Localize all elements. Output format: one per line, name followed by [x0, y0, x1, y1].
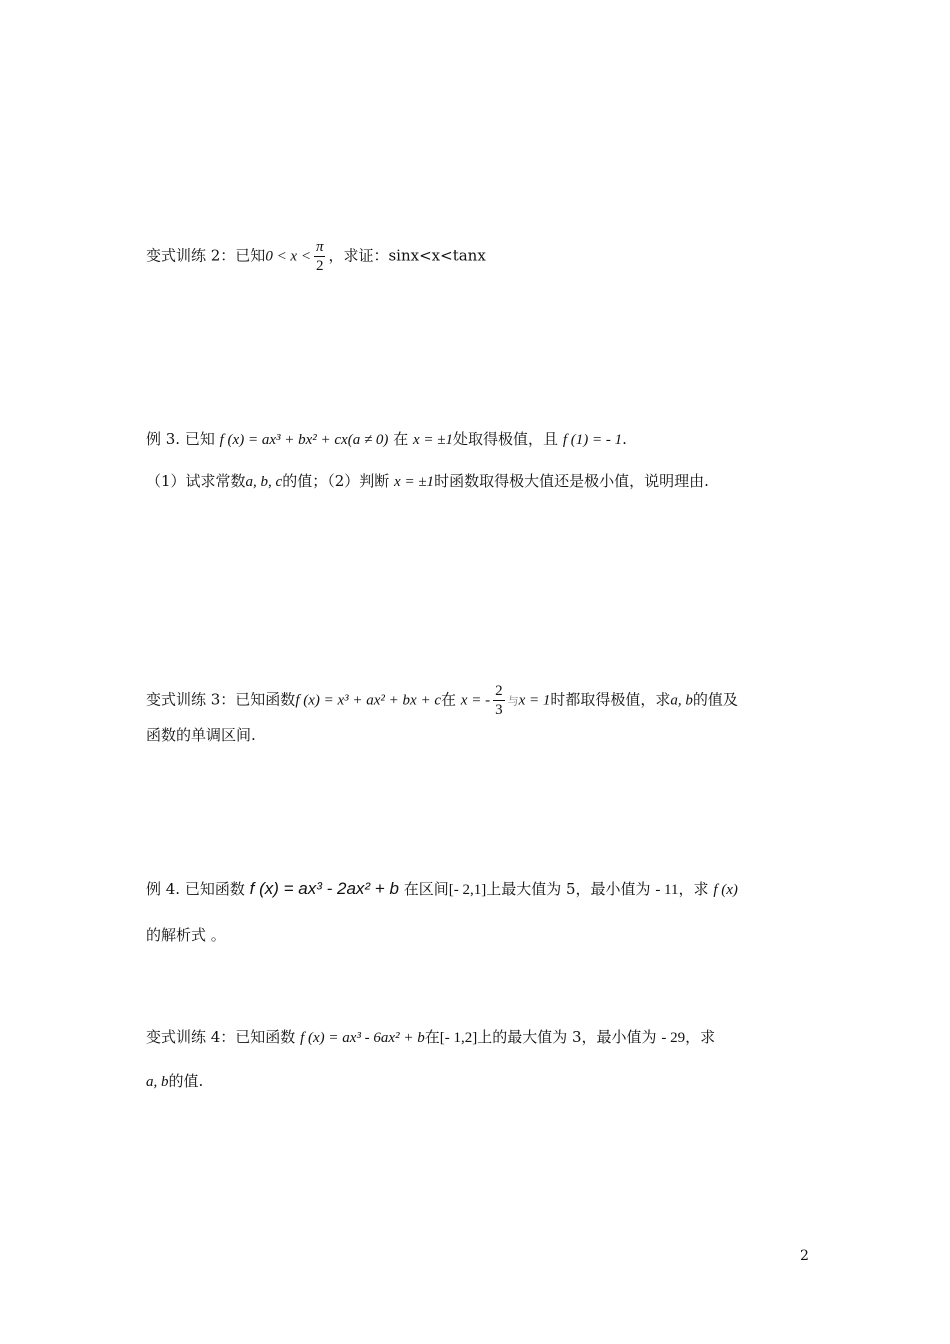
variant-exercise-2 [146, 238, 810, 275]
example3-point: x = ±1 [413, 432, 454, 448]
variant2-prefix: 变式训练 2：已知 [146, 246, 266, 265]
example4-min-value: - 11 [655, 882, 679, 898]
variant3-mid: 在 [441, 690, 457, 709]
variant4-interval: [- 1,2] [439, 1030, 478, 1046]
example4-interval: [- 2,1] [448, 882, 487, 898]
variant-exercise-4-line-2 [146, 1070, 810, 1093]
variant4-end: ，求 [685, 1028, 716, 1046]
example4-line2: 的解析式 。 [146, 926, 226, 944]
variant3-mid2: 时都取得极值，求 [550, 690, 671, 709]
variant2-suffix: ，求证：sinx<x<tanx [328, 246, 486, 265]
example4-mid: 在区间 [403, 880, 449, 898]
variant4-function: f (x) = ax³ - 6ax² + b [300, 1030, 425, 1046]
variant4-prefix: 变式训练 4：已知函数 [146, 1028, 296, 1046]
example-4-line-2 [146, 924, 810, 946]
example3-constants: a, b, c [245, 474, 283, 490]
fraction-denominator: 3 [495, 702, 503, 718]
page-number: 2 [800, 1248, 809, 1264]
variant3-end: 的值及 [692, 690, 738, 709]
variant-exercise-3-line-2 [146, 724, 810, 746]
example3-point-2: x = ±1 [394, 474, 435, 490]
fraction-numerator: 2 [495, 683, 503, 699]
example-3-line-2 [146, 470, 810, 493]
example4-fx: f (x) [713, 882, 738, 898]
variant-exercise-3-line-1 [146, 682, 810, 719]
variant-exercise-4-line-1 [146, 1026, 810, 1049]
variant3-constants: a, b [670, 692, 693, 709]
variant3-point-1: x = - [460, 692, 491, 709]
example4-prefix: 例 4. 已知函数 [146, 880, 245, 898]
variant4-mid2: 上的最大值为 3，最小值为 [477, 1028, 657, 1046]
variant4-min-value: - 29 [661, 1030, 686, 1046]
example3-condition: f (1) = - 1 [562, 432, 623, 448]
fraction-denominator: 2 [315, 258, 324, 274]
variant4-line2: 的值. [168, 1072, 204, 1090]
variant3-prefix: 变式训练 3：已知函数 [146, 690, 296, 709]
variant3-fraction [493, 682, 505, 719]
variant4-mid: 在 [424, 1028, 440, 1046]
variant3-connector: 与 [507, 694, 519, 708]
fraction-numerator: π [315, 239, 324, 255]
example4-function: f (x) = ax³ - 2ax² + b [249, 879, 399, 898]
variant2-fraction [314, 238, 326, 275]
variant3-function: f (x) = x³ + ax² + bx + c [295, 692, 441, 709]
example3-q2-end: 时函数取得极大值还是极小值，说明理由. [434, 472, 709, 490]
example-3-line-1 [146, 428, 810, 451]
variant3-point-2: x = 1 [518, 692, 551, 709]
example3-mid: 在 [393, 430, 409, 448]
example4-mid2: 上最大值为 5，最小值为 [486, 880, 651, 898]
example3-prefix: 例 3. 已知 [146, 430, 215, 448]
variant2-inequality: 0 < x < [265, 248, 311, 265]
example3-q2: 的值；（2）判断 [282, 472, 390, 490]
example3-end: . [622, 430, 627, 448]
example3-q1: （1）试求常数 [146, 472, 246, 490]
example3-function: f (x) = ax³ + bx² + cx(a ≠ 0) [219, 432, 389, 448]
variant4-constants: a, b [146, 1074, 169, 1090]
variant3-line2: 函数的单调区间. [146, 726, 256, 744]
example3-mid2: 处取得极值，且 [453, 430, 559, 448]
example-4-line-1 [146, 878, 810, 901]
example4-mid3: ，求 [678, 880, 709, 898]
